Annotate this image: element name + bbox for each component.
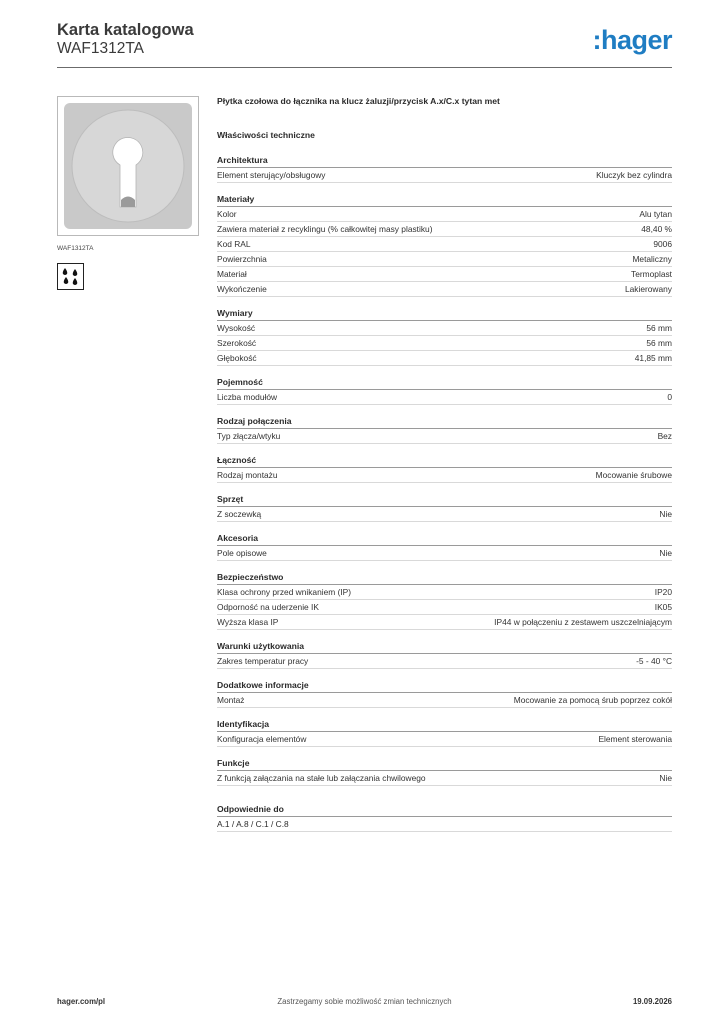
property-label: Zakres temperatur pracy	[217, 656, 309, 666]
property-value: IP44 w połączeniu z zestawem uszczelniającym	[494, 617, 672, 627]
property-row	[217, 654, 672, 669]
property-group-title: Bezpieczeństwo	[217, 572, 672, 585]
property-row	[217, 282, 672, 297]
property-label: Szerokość	[217, 338, 257, 348]
property-value: Nie	[659, 548, 672, 558]
property-value: IK05	[654, 602, 672, 612]
property-group	[217, 758, 672, 786]
property-value: 48,40 %	[641, 224, 672, 234]
compatibility-value: A.1 / A.8 / C.1 / C.8	[217, 817, 672, 832]
document-title: Karta katalogowa	[57, 21, 194, 39]
property-group	[217, 377, 672, 405]
property-row	[217, 585, 672, 600]
property-label: Wysokość	[217, 323, 256, 333]
property-label: Materiał	[217, 269, 247, 279]
property-row	[217, 693, 672, 708]
property-label: Powierzchnia	[217, 254, 267, 264]
property-group-title: Wymiary	[217, 308, 672, 321]
property-group	[217, 308, 672, 366]
footer-website-link[interactable]: hager.com/pl	[57, 997, 106, 1006]
property-value: IP20	[654, 587, 672, 597]
property-value: Termoplast	[631, 269, 672, 279]
property-value: 56 mm	[646, 338, 672, 348]
property-row	[217, 321, 672, 336]
property-label: Pole opisowe	[217, 548, 267, 558]
property-value: Element sterowania	[598, 734, 672, 744]
property-group-title: Rodzaj połączenia	[217, 416, 672, 429]
property-group	[217, 719, 672, 747]
product-description: Płytka czołowa do łącznika na klucz żaluzji/przycisk A.x/C.x tytan met	[217, 96, 500, 106]
footer-disclaimer: Zastrzegamy sobie możliwość zmian technicznych	[277, 997, 452, 1006]
property-row	[217, 390, 672, 405]
property-row	[217, 336, 672, 351]
property-value: -5 - 40 °C	[636, 656, 672, 666]
property-label: Z soczewką	[217, 509, 262, 519]
property-groups	[217, 155, 672, 786]
key-switch-plate-image	[57, 96, 199, 236]
compatibility-title: Odpowiednie do	[217, 804, 672, 817]
header-divider	[57, 67, 672, 68]
property-group-title: Architektura	[217, 155, 672, 168]
property-group	[217, 494, 672, 522]
technical-properties-title: Właściwości techniczne	[217, 130, 315, 140]
property-group	[217, 680, 672, 708]
property-group-title: Akcesoria	[217, 533, 672, 546]
property-label: Kod RAL	[217, 239, 251, 249]
property-group	[217, 455, 672, 483]
technical-content	[217, 96, 672, 797]
property-row	[217, 237, 672, 252]
property-row	[217, 207, 672, 222]
water-drops-icon	[57, 263, 84, 290]
property-row	[217, 507, 672, 522]
property-group-title: Materiały	[217, 194, 672, 207]
property-group-title: Warunki użytkowania	[217, 641, 672, 654]
property-value: Nie	[659, 773, 672, 783]
property-row	[217, 267, 672, 282]
property-row	[217, 771, 672, 786]
property-label: Z funkcją załączania na stałe lub załączania chwilowego	[217, 773, 426, 783]
property-row	[217, 546, 672, 561]
property-value: Mocowanie za pomocą śrub poprzez cokół	[513, 695, 672, 705]
property-group	[217, 572, 672, 630]
property-group	[217, 641, 672, 669]
property-group-title: Dodatkowe informacje	[217, 680, 672, 693]
property-value: 41,85 mm	[634, 353, 672, 363]
compatibility-section	[217, 804, 672, 832]
property-row	[217, 615, 672, 630]
property-label: Liczba modułów	[217, 392, 278, 402]
property-value: Metaliczny	[632, 254, 672, 264]
property-label: Rodzaj montażu	[217, 470, 278, 480]
property-value: Mocowanie śrubowe	[595, 470, 672, 480]
property-label: Zawiera materiał z recyklingu (% całkowitej masy plastiku)	[217, 224, 433, 234]
property-value: Alu tytan	[639, 209, 672, 219]
property-group-title: Identyfikacja	[217, 719, 672, 732]
property-group	[217, 194, 672, 297]
property-row	[217, 429, 672, 444]
property-row	[217, 252, 672, 267]
property-label: Montaż	[217, 695, 245, 705]
document-header	[57, 20, 194, 58]
property-row	[217, 600, 672, 615]
property-row	[217, 468, 672, 483]
property-label: Głębokość	[217, 353, 257, 363]
property-label: Typ złącza/wtyku	[217, 431, 281, 441]
property-row	[217, 732, 672, 747]
property-row	[217, 222, 672, 237]
property-group	[217, 416, 672, 444]
footer-date: 19.09.2026	[632, 997, 672, 1006]
product-reference: WAF1312TA	[57, 245, 94, 252]
property-group-title: Łączność	[217, 455, 672, 468]
property-group-title: Pojemność	[217, 377, 672, 390]
property-value: 9006	[653, 239, 672, 249]
property-value: 56 mm	[646, 323, 672, 333]
property-value: Bez	[657, 431, 672, 441]
property-value: Nie	[659, 509, 672, 519]
property-label: Odporność na uderzenie IK	[217, 602, 319, 612]
property-label: Wyższa klasa IP	[217, 617, 279, 627]
hager-logo: :hager	[592, 25, 672, 55]
property-value: Kluczyk bez cylindra	[596, 170, 672, 180]
property-group-title: Sprzęt	[217, 494, 672, 507]
property-label: Klasa ochrony przed wnikaniem (IP)	[217, 587, 352, 597]
property-group-title: Funkcje	[217, 758, 672, 771]
property-group	[217, 155, 672, 183]
property-row	[217, 168, 672, 183]
property-label: Wykończenie	[217, 284, 267, 294]
property-value: Lakierowany	[624, 284, 672, 294]
property-label: Kolor	[217, 209, 237, 219]
document-subtitle: WAF1312TA	[57, 40, 144, 57]
property-label: Element sterujący/obsługowy	[217, 170, 326, 180]
property-row	[217, 351, 672, 366]
property-group	[217, 533, 672, 561]
property-label: Konfiguracja elementów	[217, 734, 307, 744]
property-value: 0	[667, 392, 672, 402]
